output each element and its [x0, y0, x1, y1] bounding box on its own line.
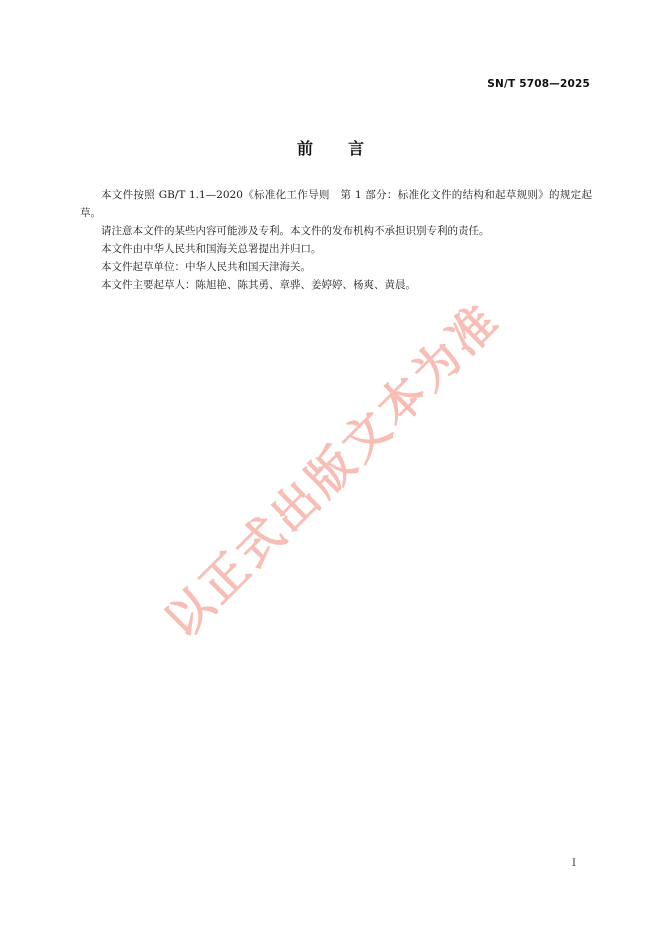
paragraph-drafting-unit: 本文件起草单位：中华人民共和国天津海关。: [101, 261, 311, 273]
page-number: I: [572, 858, 576, 869]
paragraph-proposer: 本文件由中华人民共和国海关总署提出并归口。: [101, 243, 322, 255]
page-title: 前 言: [296, 139, 365, 158]
paragraph-patent-notice: 请注意本文件的某些内容可能涉及专利。本文件的发布机构不承担识别专利的责任。: [101, 225, 490, 237]
paragraph-drafting-rules: 本文件按照 GB/T 1.1—2020《标准化工作导则 第 1 部分：标准化文件的结构和起草规则》的规定起草。: [80, 189, 592, 219]
paragraph-drafters: 本文件主要起草人：陈旭艳、陈其勇、章骅、姜婷婷、杨爽、黄晨。: [101, 279, 416, 291]
foreword-body: [80, 186, 592, 294]
standard-code: SN/T 5708—2025: [487, 78, 590, 90]
watermark: 以正式出版文本为准: [153, 291, 511, 649]
